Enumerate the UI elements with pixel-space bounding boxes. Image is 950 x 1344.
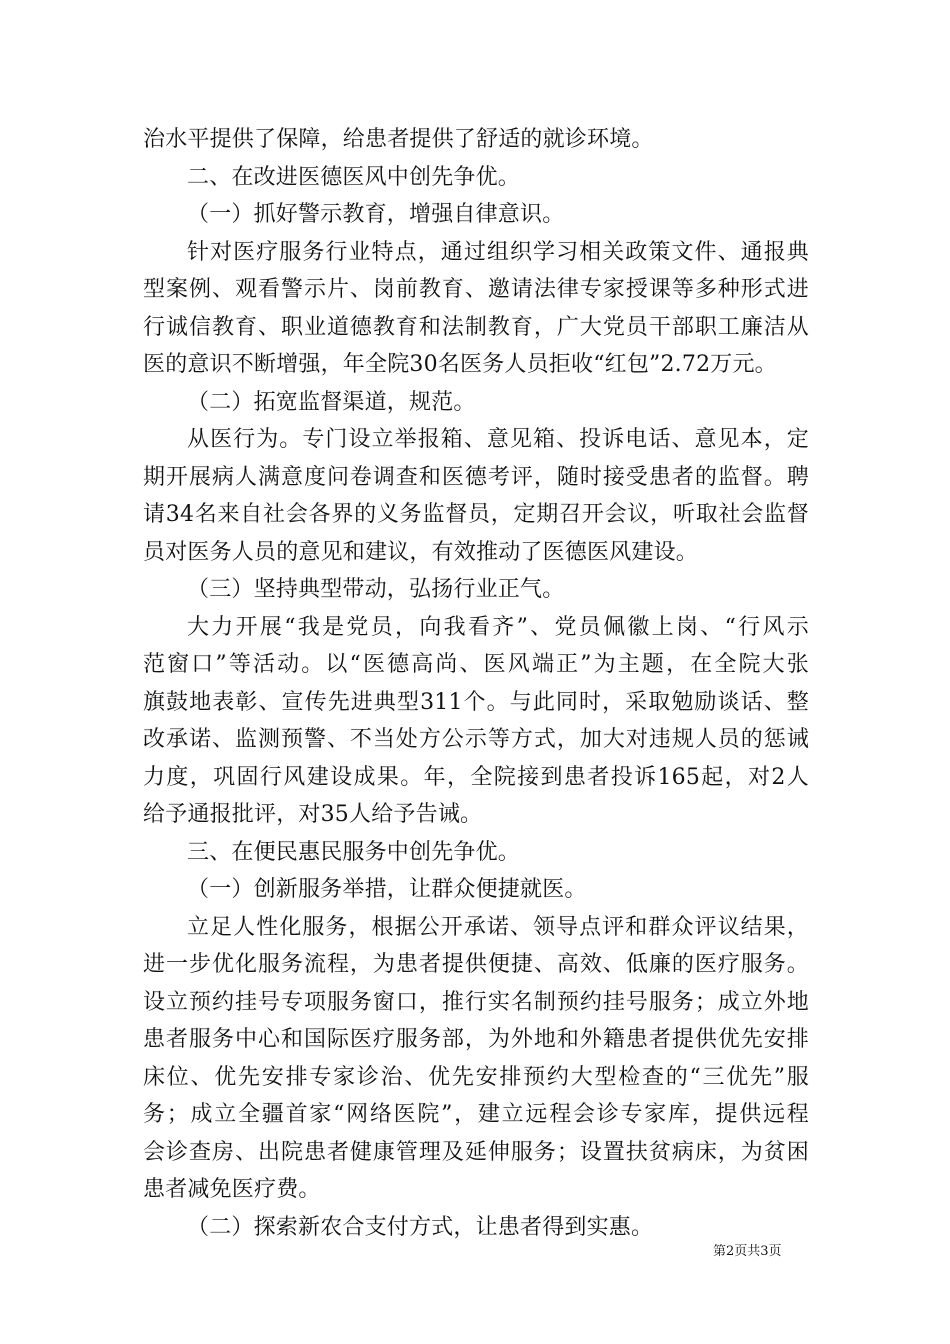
text-line: 请34名来自社会各界的义务监督员，定期召开会议，听取社会监督 (143, 502, 809, 527)
text-line: 医的意识不断增强，年全院30名医务人员拒收“红包”2.72万元。 (143, 352, 777, 377)
text-line: 治水平提供了保障，给患者提供了舒适的就诊环境。 (143, 127, 654, 152)
text-line: 设立预约挂号专项服务窗口，推行实名制预约挂号服务；成立外地 (143, 989, 809, 1015)
text-line: （一）抓好警示教育，增强自律意识。 (187, 202, 565, 227)
text-line: 期开展病人满意度问卷调查和医德考评，随时接受患者的监督。聘 (143, 464, 809, 490)
text-line: 员对医务人员的意见和建议，有效推动了医德医风建设。 (143, 539, 699, 565)
text-line: 行诚信教育、职业道德教育和法制教育，广大党员干部职工廉洁从 (143, 314, 809, 340)
page-number-footer: 第2页共3页 (713, 1244, 782, 1259)
text-line: （二）探索新农合支付方式，让患者得到实惠。 (187, 1214, 654, 1240)
text-line: 务；成立全疆首家“网络医院”，建立远程会诊专家库，提供远程 (143, 1102, 809, 1127)
text-line: 患者减免医疗费。 (143, 1177, 321, 1202)
text-line: （二）拓宽监督渠道，规范。 (187, 389, 476, 415)
text-line: 改承诺、监测预警、不当处方公示等方式，加大对违规人员的惩诫 (143, 727, 809, 752)
text-line: 针对医疗服务行业特点，通过组织学习相关政策文件、通报典 (187, 239, 809, 265)
text-line: （一）创新服务举措，让群众便捷就医。 (187, 877, 587, 902)
text-line: 力度，巩固行风建设成果。年，全院接到患者投诉165起，对2人 (143, 764, 809, 790)
text-line: 立足人性化服务，根据公开承诺、领导点评和群众评议结果， (187, 914, 809, 940)
text-line: 床位、优先安排专家诊治、优先安排预约大型检查的“三优先”服 (143, 1064, 809, 1090)
text-line: 大力开展“我是党员，向我看齐”、党员佩徽上岗、“行风示 (187, 614, 809, 640)
text-line: 进一步优化服务流程，为患者提供便捷、高效、低廉的医疗服务。 (143, 952, 809, 977)
text-line: 旗鼓地表彰、宣传先进典型311个。与此同时，采取勉励谈话、整 (143, 689, 809, 715)
text-line: 会诊查房、出院患者健康管理及延伸服务；设置扶贫病床，为贫困 (143, 1139, 809, 1165)
document-body (143, 121, 809, 1246)
text-line: 型案例、观看警示片、岗前教育、邀请法律专家授课等多种形式进 (143, 277, 809, 302)
text-line: 给予通报批评，对35人给予告诫。 (143, 802, 483, 827)
text-line: 二、在改进医德医风中创先争优。 (187, 164, 521, 190)
text-line: 患者服务中心和国际医疗服务部，为外地和外籍患者提供优先安排 (143, 1027, 809, 1052)
text-line: （三）坚持典型带动，弘扬行业正气。 (187, 577, 565, 602)
text-line: 从医行为。专门设立举报箱、意见箱、投诉电话、意见本，定 (187, 427, 809, 452)
text-line: 范窗口”等活动。以“医德高尚、医风端正”为主题，在全院大张 (143, 652, 809, 677)
text-line: 三、在便民惠民服务中创先争优。 (187, 839, 521, 865)
